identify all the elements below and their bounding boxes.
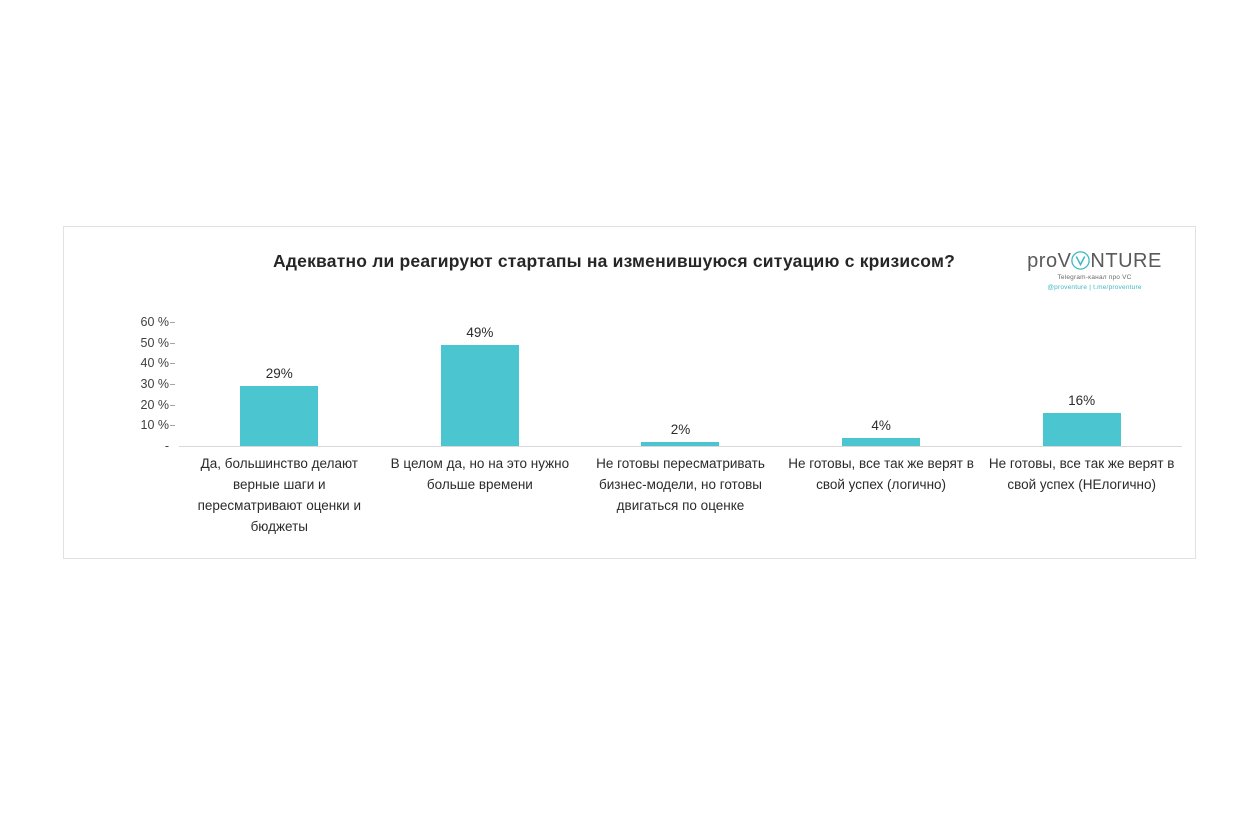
x-axis-line [179, 446, 1182, 447]
bar [641, 442, 719, 446]
chart-title: Адекватно ли реагируют стартапы на изменившуюся ситуацию с кризисом? [273, 251, 955, 271]
category-label: Не готовы, все так же верят в свой успех (логично) [788, 456, 974, 492]
chart-card [63, 226, 1196, 559]
y-axis-tick-mark [170, 363, 175, 364]
category-label: Да, большинство делают верные шаги и пересматривают оценки и бюджеты [197, 456, 361, 534]
logo-v-icon [1071, 251, 1090, 270]
logo-wordmark-part2: NTURE [1090, 250, 1162, 272]
bar-value-label: 2% [670, 421, 691, 437]
y-axis-tick-label: - [164, 439, 169, 453]
bar-value-label: 16% [1068, 392, 1096, 408]
logo-handles: @proventure | t.me/proventure [1047, 284, 1142, 291]
bar-column [781, 322, 982, 446]
proventure-logo [1012, 245, 1177, 303]
y-axis-tick-mark [170, 322, 175, 323]
y-axis-tick-mark [170, 425, 175, 426]
bar-value-label: 4% [871, 417, 891, 433]
y-axis-tick-label: 10 % [140, 418, 169, 433]
y-axis-tick-label: 20 % [140, 397, 169, 412]
logo-tagline: Telegram-канал про VC [1057, 274, 1132, 281]
bar-column [380, 322, 581, 446]
bar-value-label: 29% [265, 366, 293, 382]
bar-column [981, 322, 1182, 446]
logo-wordmark [1012, 245, 1177, 271]
category-label: Не готовы пересматривать бизнес-модели, но готовы двигаться по оценке [596, 456, 765, 513]
y-axis-tick-label: 40 % [140, 356, 169, 371]
y-axis-tick-mark [170, 343, 175, 344]
y-axis-tick-mark [170, 405, 175, 406]
bar [1043, 413, 1121, 446]
bar [240, 386, 318, 446]
bar-value-label: 49% [466, 324, 494, 340]
bar [441, 345, 519, 446]
y-axis-tick-label: 30 % [140, 377, 169, 391]
bar [842, 438, 920, 446]
bar-series [179, 322, 1182, 446]
logo-wordmark-part1: proV [1027, 250, 1072, 272]
plot-area [127, 315, 1182, 453]
y-axis [127, 315, 175, 453]
category-labels [179, 454, 1182, 538]
y-axis-tick-label: 50 % [140, 335, 169, 350]
y-axis-tick-label: 60 % [140, 315, 169, 329]
category-label: В целом да, но на это нужно больше времени [390, 456, 570, 492]
category-label: Не готовы, все так же верят в свой успех (НЕлогично) [988, 456, 1175, 492]
bar-column [580, 322, 781, 446]
bar-column [179, 322, 380, 446]
y-axis-tick-mark [170, 384, 175, 385]
